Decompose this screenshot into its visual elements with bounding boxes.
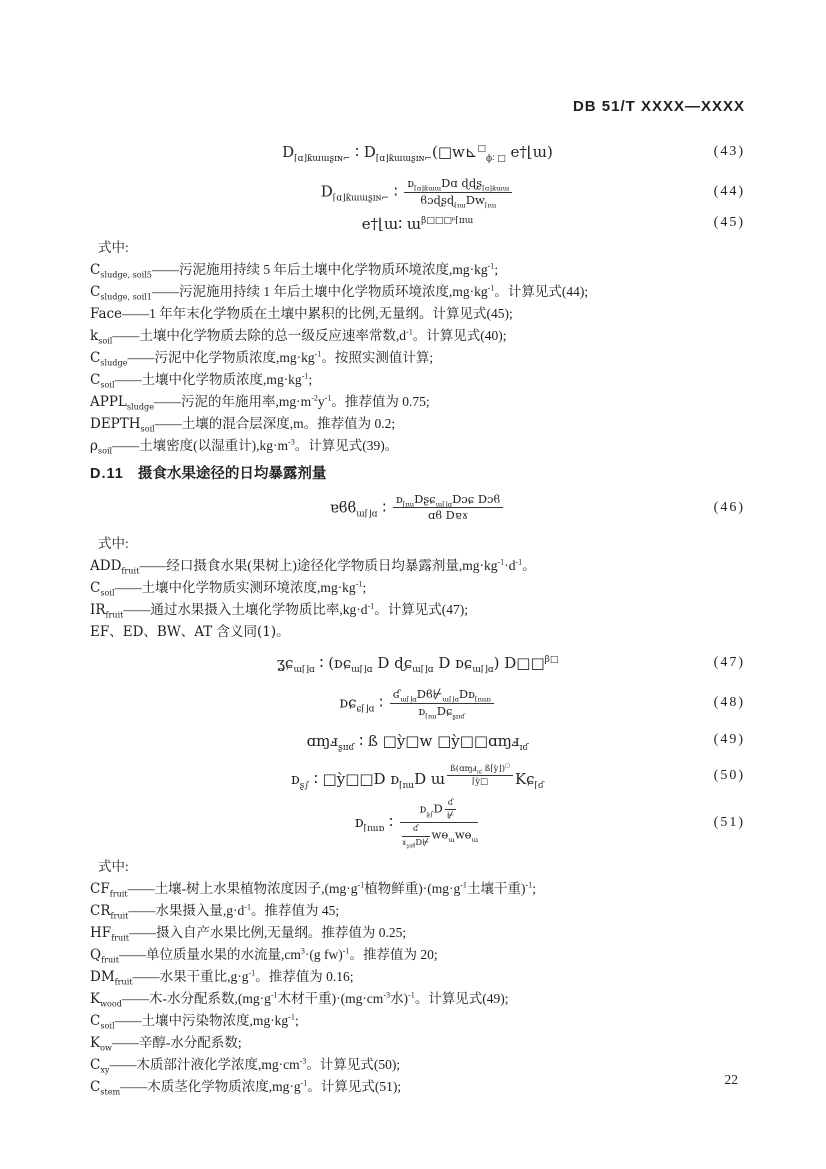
- definition-row: [90, 878, 745, 900]
- section-heading: [90, 463, 745, 485]
- equation-number: (43): [713, 143, 745, 159]
- definition-row: [90, 599, 745, 621]
- definition-description: ——摄入自产水果比例,无量纲。推荐值为 0.25;: [129, 924, 407, 940]
- definition-row: [90, 944, 745, 966]
- definition-row: [90, 1032, 745, 1054]
- definition-description: ——木-水分配系数$,(mg\cdot g^{-1}$木材干重)$\cdot(mg\cdot cm^{-3}$水)$^{-1}$。计算见式(49);: [121, 990, 509, 1006]
- formula: $D_{⌈ɑ⌋ƙɯɯʂɪɴ⌐}$ ∶ $\frac{ᴅ_{⌈ɑ⌋ƙɯɯ}Dɑ ɖɖʂ_{⌈ɑ⌋ƙɯɯ}}{ϐɔɖʂɖ_{⌈ɪɯ}Dᴡ_{⌈ɪɯ}}$: [321, 177, 514, 208]
- definition-term: $APPL_{sludge}$: [90, 393, 154, 412]
- equation-row: [90, 177, 745, 208]
- formula: ᴅɕ$_{ɕ⌈⌋ɑ}$ ∶ $\frac{ʛ_{ɯ⌈⌋ɑ}Dϐ⊬_{ɯ⌈⌋ɑ}Dᴅ_{⌈ɪɯɒ}}{ᴅ_{⌈ɪɯ}Dɕ_{ʂɪɪʛ}}$: [339, 688, 495, 719]
- definition-description: ——木质茎化学物质浓度$,mg\cdot g^{-1}$。计算见式(51);: [120, 1078, 402, 1094]
- definition-description: ——通过水果摄入土壤化学物质比率$,kg\cdot d^{-1}$。计算见式(47);: [123, 601, 469, 618]
- definition-term: $IR_{fruit}$: [90, 602, 124, 620]
- equations-47-51: [90, 653, 745, 848]
- equation-row: [90, 214, 745, 233]
- definition-row: [90, 369, 745, 391]
- section-title: 摄食水果途径的日均暴露剂量: [137, 465, 327, 482]
- definition-row: [90, 281, 745, 303]
- definition-row: [90, 435, 745, 457]
- equation-row: [90, 653, 745, 676]
- fraction: ß(ɑɱⅎɪʛ ß⌈ỳ⌋)□ ⌈ỳ□: [447, 764, 513, 787]
- equation-number: (47): [713, 654, 745, 670]
- definition-term: $Q_{fruit}$: [90, 946, 119, 965]
- definition-term: $DEPTH_{soil}$: [90, 415, 155, 434]
- definition-row: [90, 303, 745, 325]
- fraction: $\frac{\text{ʛ}}{ɤ_{ʂɪɪϐ}D⊬}$: [401, 824, 430, 850]
- definition-term: $ADD_{fruit}$: [90, 558, 140, 576]
- equation-number: (46): [713, 499, 745, 515]
- equation-row: [90, 798, 745, 848]
- doc-code: DB 51/T XXXX—XXXX: [572, 98, 745, 115]
- definition-description: ——单位质量水果的水流量$,cm^3\cdot(g$ fw)$^{-1}$。推荐值为 20;: [119, 946, 438, 962]
- equation-number: (45): [713, 215, 745, 231]
- definition-row: [90, 966, 745, 988]
- fraction: ᴅ$_{ʂ\int}$D $\frac{\text{ʛ}}{⊬}$ $\frac{\text{ʛ}}{ɤ_{ʂɪɪϐ}D⊬}$ wɵ$_ɯ$wɵ$_ɯ$: [401, 797, 479, 850]
- fraction: $\frac{ᴅ_{⌈ɪɯ}Dʂɕ_{ɯ⌈⌋ɑ}Dɔɕ Dɔϐ}{\text{ɑϐ Dɐɤ}}$: [393, 493, 503, 524]
- definition-term: $CR_{fruit}$: [90, 902, 129, 921]
- definition-term: $C_{sludge}$: [90, 349, 128, 368]
- definition-list-2: [90, 555, 745, 643]
- definition-description: ——污泥的年施用率$,mg\cdot m^{-2}y^{-1}$。推荐值为 0.75;: [154, 393, 430, 409]
- definition-row: [90, 988, 745, 1010]
- equation-row: [90, 762, 745, 791]
- formula: ɑɱⅎ$_{ʂɪɪʛ}$ ∶ ß □ỳ□w □ỳ□□ɑɱⅎ$_{ɪʛ}$: [306, 731, 529, 753]
- equation-number: (51): [713, 814, 745, 830]
- definition-description: ——土壤密度(以湿重计)$,kg\cdot m^{-3}$。计算见式(39)。: [112, 437, 399, 453]
- definition-description: ——污泥中化学物质浓度$,mg\cdot kg^{-1}$。按照实测值计算;: [127, 349, 434, 365]
- definition-term: $C_{xy}$: [90, 1056, 110, 1075]
- definition-row: [90, 900, 745, 922]
- definition-list-1: [90, 259, 745, 457]
- page-number: 22: [724, 1072, 738, 1087]
- equation-row: [90, 493, 745, 524]
- definition-description: ——土壤中化学物质去除的总一级反应速率常数$,d^{-1}$。计算见式(40);: [112, 327, 507, 343]
- equation-number: (44): [713, 184, 745, 200]
- definition-list-3: [90, 878, 745, 1098]
- definition-description: ——土壤中污染物浓度$,mg\cdot kg^{-1}$;: [114, 1012, 299, 1028]
- definition-description: ——水果摄入量$,g\cdot d^{-1}$。推荐值为 45;: [128, 902, 340, 918]
- equation-row: [90, 142, 745, 164]
- definition-description: ——污泥施用持续 5 年后土壤中化学物质环境浓度$,mg\cdot kg^{-1}$;: [151, 261, 499, 277]
- definition-term: Face: [90, 305, 123, 322]
- fraction: $\frac{ʛ_{ɯ⌈⌋ɑ}Dϐ⊬_{ɯ⌈⌋ɑ}Dᴅ_{⌈ɪɯɒ}}{ᴅ_{⌈ɪɯ}Dɕ_{ʂɪɪʛ}}$: [390, 688, 494, 719]
- definition-description: ——土壤的混合层深度,m。推荐值为 0.2;: [154, 415, 396, 431]
- definition-row: [90, 413, 745, 435]
- definition-row: [90, 621, 745, 643]
- equation-46: [90, 493, 745, 524]
- definition-description: ——1 年年末化学物质在土壤中累积的比例,无量纲。计算见式(45);: [122, 305, 513, 321]
- definition-term: EF、ED、BW、AT 含义同(1)。: [90, 624, 290, 641]
- formula: ʓɕ$_{ɯ⌈⌋ɑ}$ ∶ (ᴅɕ$_{ɯ⌈⌋ɑ}$ D ɖɕ$_{ɯ⌈⌋ɑ}$ D ᴅɕ$_{ɯ⌈⌋ɑ}$) D□□$^{\beta□}$: [276, 654, 559, 676]
- definition-row: [90, 1010, 745, 1032]
- definition-term: $\rho_{soil}$: [90, 437, 113, 456]
- definition-description: ——土壤-树上水果植物浓度因子$,(mg\cdot g^{-1}$植物鲜重)$\cdot(mg\cdot g^{-1}$土壤干重)$^{-1}$;: [127, 880, 536, 896]
- definition-term: $HF_{fruit}$: [90, 924, 130, 943]
- definition-term: $DM_{fruit}$: [90, 968, 133, 987]
- formula: ɐϐϐ$_{ɯ⌈⌋ɑ}$ ∶ $\frac{ᴅ_{⌈ɪɯ}Dʂɕ_{ɯ⌈⌋ɑ}Dɔɕ Dɔϐ}{\text{ɑϐ Dɐɤ}}$: [330, 493, 505, 524]
- definition-description: ——经口摄食水果(果树上)途径化学物质日均暴露剂量$,mg\cdot kg^{-1}\cdot d^{-1}$。: [139, 557, 536, 574]
- definition-term: $C_{sludge, soil1}$: [90, 283, 152, 302]
- fraction: $\frac{\text{ʛ}}{⊬}$: [445, 798, 457, 821]
- definition-term: $C_{soil}$: [90, 580, 115, 598]
- formula: $D_{⌈ɑ⌋ƙɯɯʂɪɴ⌐}$ ∶ $D_{⌈ɑ⌋ƙɯɯʂɪɴ⌐}(□w⊾^□_{\phi∶ □}$ e†⌊ɯ): [282, 143, 553, 164]
- definition-description: ——土壤中化学物质浓度$,mg\cdot kg^{-1}$;: [114, 371, 313, 387]
- definition-row: [90, 259, 745, 281]
- definition-row: [90, 555, 745, 577]
- definition-description: ——木质部汁液化学浓度$,mg\cdot cm^{-3}$。计算见式(50);: [109, 1056, 401, 1072]
- formula: ᴅ$_{⌈ɪɯɒ}$ ∶ ᴅ$_{ʂ\int}$D $\frac{\text{ʛ}}{⊬}$ $\frac{\text{ʛ}}{ɤ_{ʂɪɪϐ}D⊬}$ wɵ$_ɯ$wɵ$_ɯ$: [354, 797, 479, 850]
- equation-number: (50): [713, 767, 745, 783]
- definition-term: $k_{soil}$: [90, 327, 113, 346]
- definition-term: $K_{ow}$: [90, 1034, 112, 1053]
- definition-description: ——污泥施用持续 1 年后土壤中化学物质环境浓度$,mg\cdot kg^{-1}$。计算见式(44);: [151, 283, 589, 299]
- fraction: $\frac{ᴅ_{⌈ɑ⌋ƙɯɯ}Dɑ ɖɖʂ_{⌈ɑ⌋ƙɯɯ}}{ϐɔɖʂɖ_{⌈ɪɯ}Dᴡ_{⌈ɪɯ}}$: [404, 177, 512, 208]
- formula: e†⌊ɯ∶ ɯ$^{\beta□□□ᵖ⌈ɪɪɯ}$: [361, 214, 474, 233]
- definition-term: $C_{stem}$: [90, 1078, 121, 1097]
- definition-term: $CF_{fruit}$: [90, 880, 128, 899]
- definition-row: [90, 1054, 745, 1076]
- formula: ᴅ$_{ʂ\int}$ ∶ □ỳ□□D ᴅ$_{⌈ɪɯ}$D ɯ $^{\frac{ß(ɑɱⅎ_{ɪʛ} ß⌈ỳ⌋)^□}{\text{⌈ỳ□}}}$ Kɕ$_{⌈ʛ}$: [291, 762, 544, 791]
- equation-row: [90, 731, 745, 753]
- definition-term: $C_{soil}$: [90, 371, 115, 390]
- definition-term: $C_{sludge, soil5}$: [90, 261, 152, 280]
- equations-43-45: [90, 142, 745, 233]
- definition-row: [90, 922, 745, 944]
- definition-row: [90, 391, 745, 413]
- page-header: [90, 98, 745, 118]
- equation-row: [90, 688, 745, 719]
- where-label-2: 式中:: [98, 536, 129, 552]
- definition-term: $K_{wood}$: [90, 990, 122, 1009]
- definition-description: ——水果干重比$,g\cdot g^{-1}$。推荐值为 0.16;: [132, 968, 354, 984]
- definition-row: [90, 347, 745, 369]
- section-number: D.11: [90, 465, 124, 482]
- definition-row: [90, 1076, 745, 1098]
- definition-term: $C_{soil}$: [90, 1012, 115, 1031]
- definition-description: ——辛醇-水分配系数;: [111, 1034, 242, 1050]
- definition-description: ——土壤中化学物质实测环境浓度$,mg\cdot kg^{-1}$;: [114, 579, 367, 596]
- definition-row: [90, 577, 745, 599]
- where-label-3: 式中:: [98, 858, 129, 874]
- where-label-1: 式中:: [98, 239, 129, 255]
- equation-number: (49): [713, 732, 745, 748]
- equation-number: (48): [713, 695, 745, 711]
- definition-row: [90, 325, 745, 347]
